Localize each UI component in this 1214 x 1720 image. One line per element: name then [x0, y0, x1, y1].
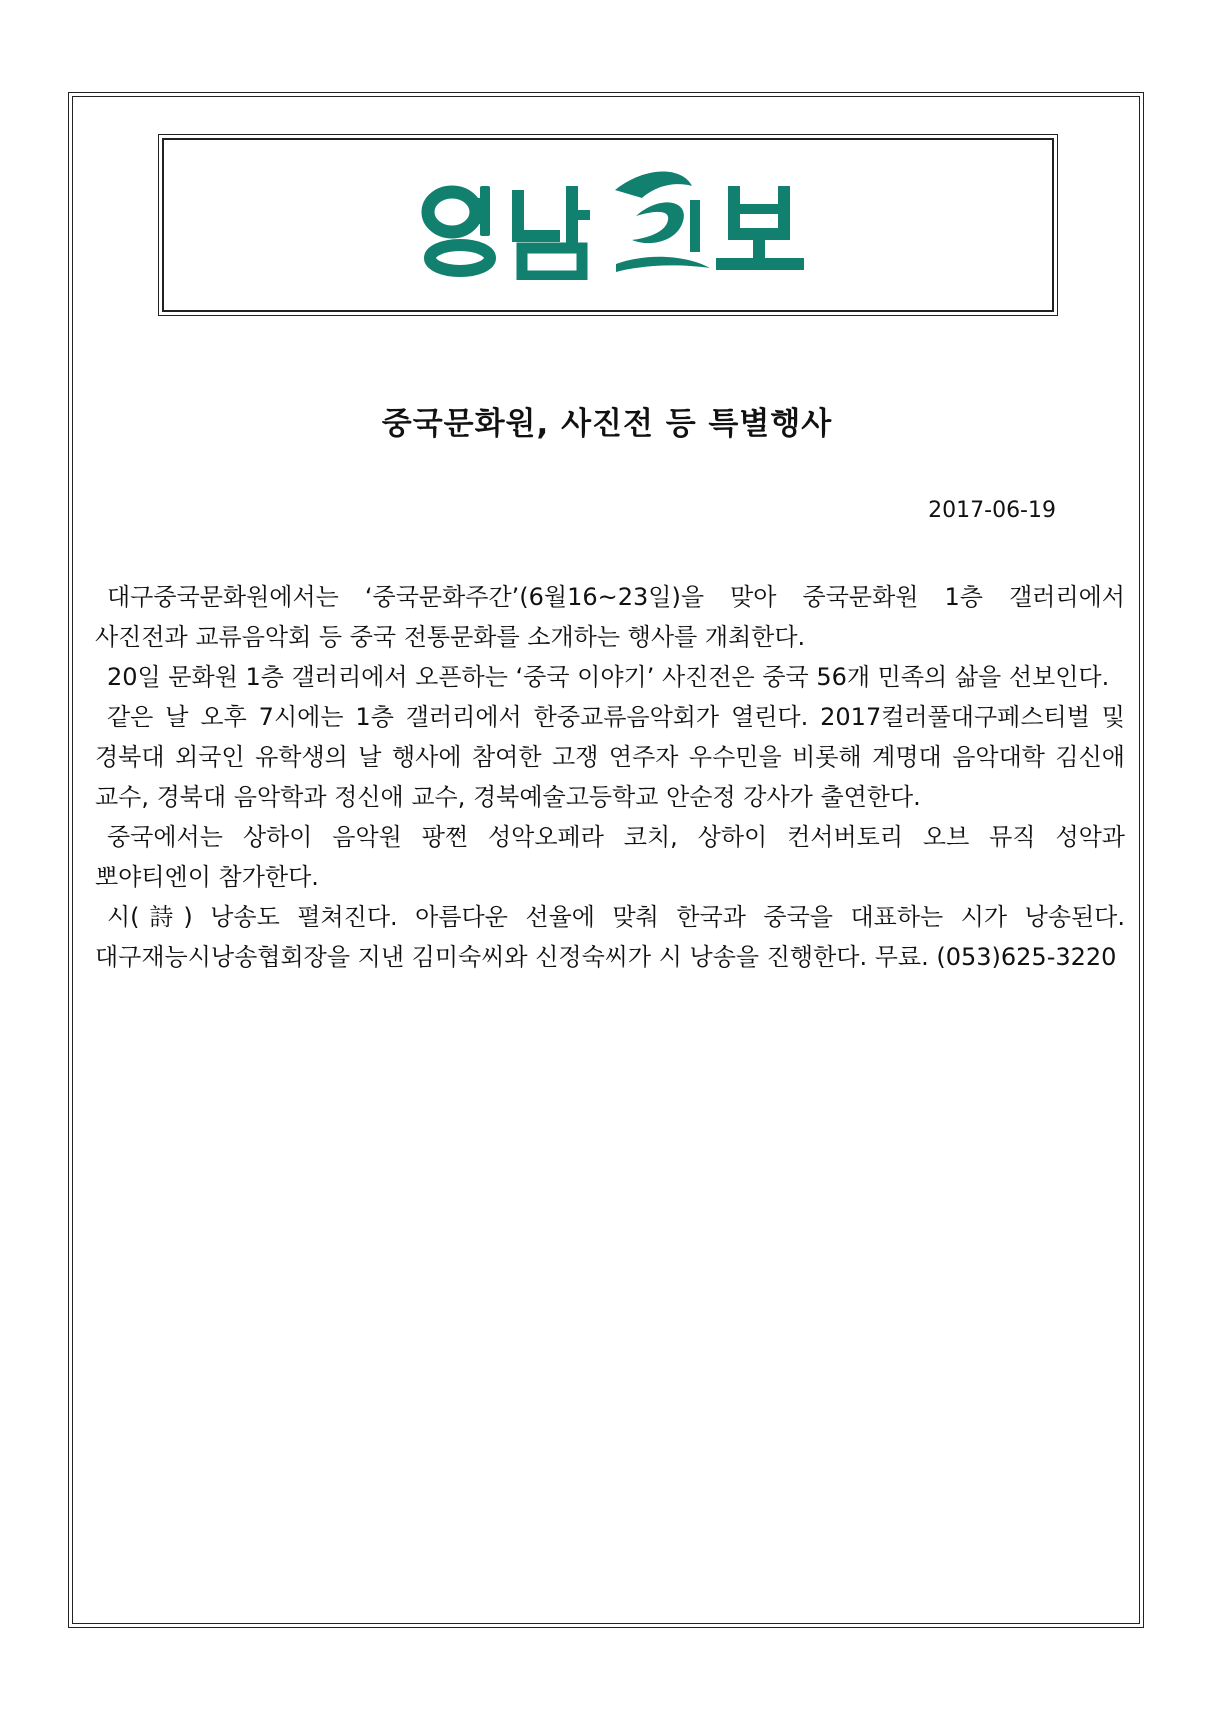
article-paragraph: 시(詩) 낭송도 펼쳐진다. 아름다운 선율에 맞춰 한국과 중국을 대표하는 시가 낭송된다. 대구재능시낭송협회장을 지낸 김미숙씨와 신정숙씨가 시 낭송을 진행한다. 무료. (053)625-3220	[95, 903, 1125, 971]
article-paragraph: 같은 날 오후 7시에는 1층 갤러리에서 한중교류음악회가 열린다. 2017컬러풀대구페스티벌 및 경북대 외국인 유학생의 날 행사에 참여한 고쟁 연주자 우수민을 비롯해 계명대 음악대학 김신애 교수, 경북대 음악학과 정신애 교수, 경북예술고등학교 안순정 강사가 출연한다.	[95, 703, 1125, 811]
yeongnam-ilbo-logo	[420, 160, 820, 280]
article-headline: 중국문화원, 사진전 등 특별행사	[381, 406, 833, 442]
article-paragraph: 중국에서는 상하이 음악원 팡쩐 성악오페라 코치, 상하이 컨서버토리 오브 뮤직 성악과 뽀야티엔이 참가한다.	[95, 823, 1125, 891]
article-date: 2017-06-19	[928, 498, 1056, 523]
article-paragraph: 20일 문화원 1층 갤러리에서 오픈하는 ‘중국 이야기’ 사진전은 중국 56개 민족의 삶을 선보인다.	[107, 663, 1110, 691]
article-body	[95, 577, 1125, 977]
article-paragraph: 대구중국문화원에서는 ‘중국문화주간’(6월16~23일)을 맞아 중국문화원 1층 갤러리에서 사진전과 교류음악회 등 중국 전통문화를 소개하는 행사를 개최한다.	[95, 583, 1125, 651]
